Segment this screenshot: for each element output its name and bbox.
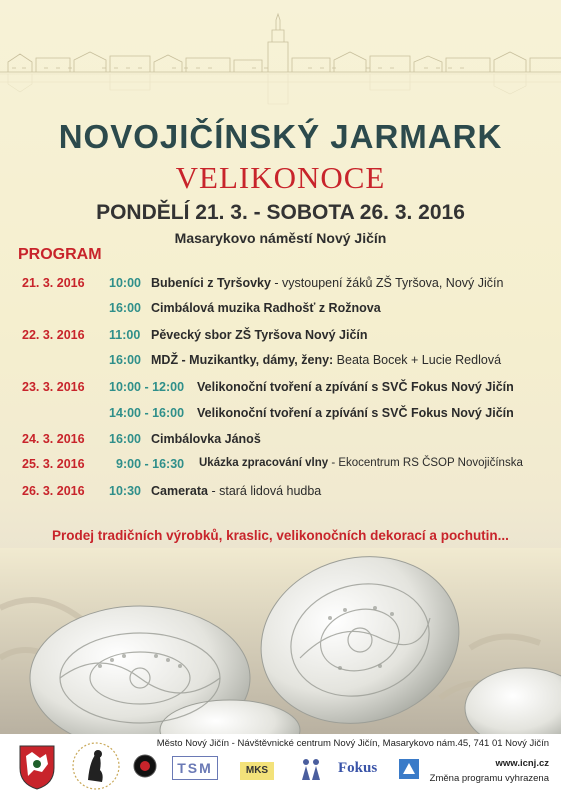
- program-row: [0, 380, 561, 398]
- figures-logo: [298, 756, 324, 782]
- sales-announcement: Prodej tradičních výrobků, kraslic, velikonočních dekorací a pochutin...: [52, 528, 509, 543]
- program-event: [151, 301, 381, 315]
- program-event-title: Ukázka zpracování vlny: [199, 457, 329, 469]
- program-time: 11:00: [109, 328, 141, 342]
- program-row: [0, 301, 561, 319]
- program-row: [0, 406, 561, 424]
- program-row: [0, 328, 561, 346]
- mks-logo: MKS: [240, 762, 274, 780]
- program-event: [151, 484, 321, 498]
- program-event-detail: Beata Bocek + Lucie Redlová: [333, 353, 502, 367]
- event-title: NOVOJIČÍNSKÝ JARMARK: [58, 118, 503, 155]
- footer: [0, 734, 561, 800]
- program-event-detail: - stará lidová hudba: [207, 484, 322, 498]
- program-date: 25. 3. 2016: [22, 457, 85, 471]
- ensemble-badge-logo: [133, 752, 157, 780]
- program-time: 10:30: [109, 484, 141, 498]
- program-event: [197, 406, 514, 420]
- info-center-logo: [398, 758, 420, 780]
- program-row: [0, 353, 561, 371]
- website-link[interactable]: www.icnj.cz: [495, 758, 549, 769]
- program-event: [151, 432, 261, 446]
- program-event: [151, 353, 501, 367]
- program-date: 21. 3. 2016: [22, 276, 85, 290]
- event-dates: PONDĚLÍ 21. 3. - SOBOTA 26. 3. 2016: [96, 201, 465, 224]
- easter-eggs-photo: [0, 548, 561, 734]
- event-location: Masarykovo náměstí Nový Jičín: [174, 230, 387, 246]
- program-event-detail: - vystoupení žáků ZŠ Tyršova, Nový Jičín: [270, 276, 504, 290]
- organizer-address: Město Nový Jičín - Návštěvnické centrum Nový Jičín, Masarykovo nám.45, 741 01 Nový Jičín: [156, 738, 549, 749]
- fokus-logo: Fokus: [338, 760, 378, 776]
- program-time: 16:00: [109, 301, 141, 315]
- city-coat-of-arms-logo: [18, 742, 56, 790]
- program-event: [151, 276, 503, 290]
- program-change-note: Změna programu vyhrazena: [429, 773, 549, 784]
- program-event-title: MDŽ - Muzikantky, dámy, ženy:: [151, 353, 334, 367]
- program-date: 22. 3. 2016: [22, 328, 85, 342]
- program-event-detail: - Ekocentrum RS ČSOP Novojičínska: [328, 457, 523, 469]
- program-date: 26. 3. 2016: [22, 484, 85, 498]
- program-time: 9:00 - 16:30: [116, 457, 185, 471]
- folk-ensemble-logo: [68, 740, 124, 792]
- program-event-title: Bubeníci z Tyršovky: [151, 276, 271, 290]
- event-subtitle: VELIKONOCE: [175, 160, 386, 195]
- program-row: [0, 484, 561, 502]
- program-time: 16:00: [109, 432, 141, 446]
- program-event-title: Cimbálová muzika Radhošť z Rožnova: [151, 301, 381, 315]
- program-row: [0, 276, 561, 294]
- program-row: [0, 457, 561, 475]
- program-event-title: Pěvecký sbor ZŠ Tyršova Nový Jičín: [151, 328, 368, 342]
- tsm-logo: TSM: [172, 756, 218, 780]
- program-heading: PROGRAM: [18, 246, 102, 263]
- program-event-title: Velikonoční tvoření a zpívání s SVČ Fokus Nový Jičín: [197, 380, 514, 394]
- program-event: [199, 457, 523, 469]
- program-time: 14:00 - 16:00: [109, 406, 185, 420]
- program-date: 23. 3. 2016: [22, 380, 85, 394]
- program-time: 16:00: [109, 353, 141, 367]
- program-time: 10:00: [109, 276, 141, 290]
- program-event: [197, 380, 514, 394]
- program-row: [0, 432, 561, 450]
- program-event-title: Camerata: [151, 484, 208, 498]
- program-event-title: Velikonoční tvoření a zpívání s SVČ Fokus Nový Jičín: [197, 406, 514, 420]
- program-event-title: Cimbálovka Jánoš: [151, 432, 261, 446]
- program-event: [151, 328, 368, 342]
- program-date: 24. 3. 2016: [22, 432, 85, 446]
- program-time: 10:00 - 12:00: [109, 380, 185, 394]
- town-square-skyline-illustration: [0, 12, 561, 122]
